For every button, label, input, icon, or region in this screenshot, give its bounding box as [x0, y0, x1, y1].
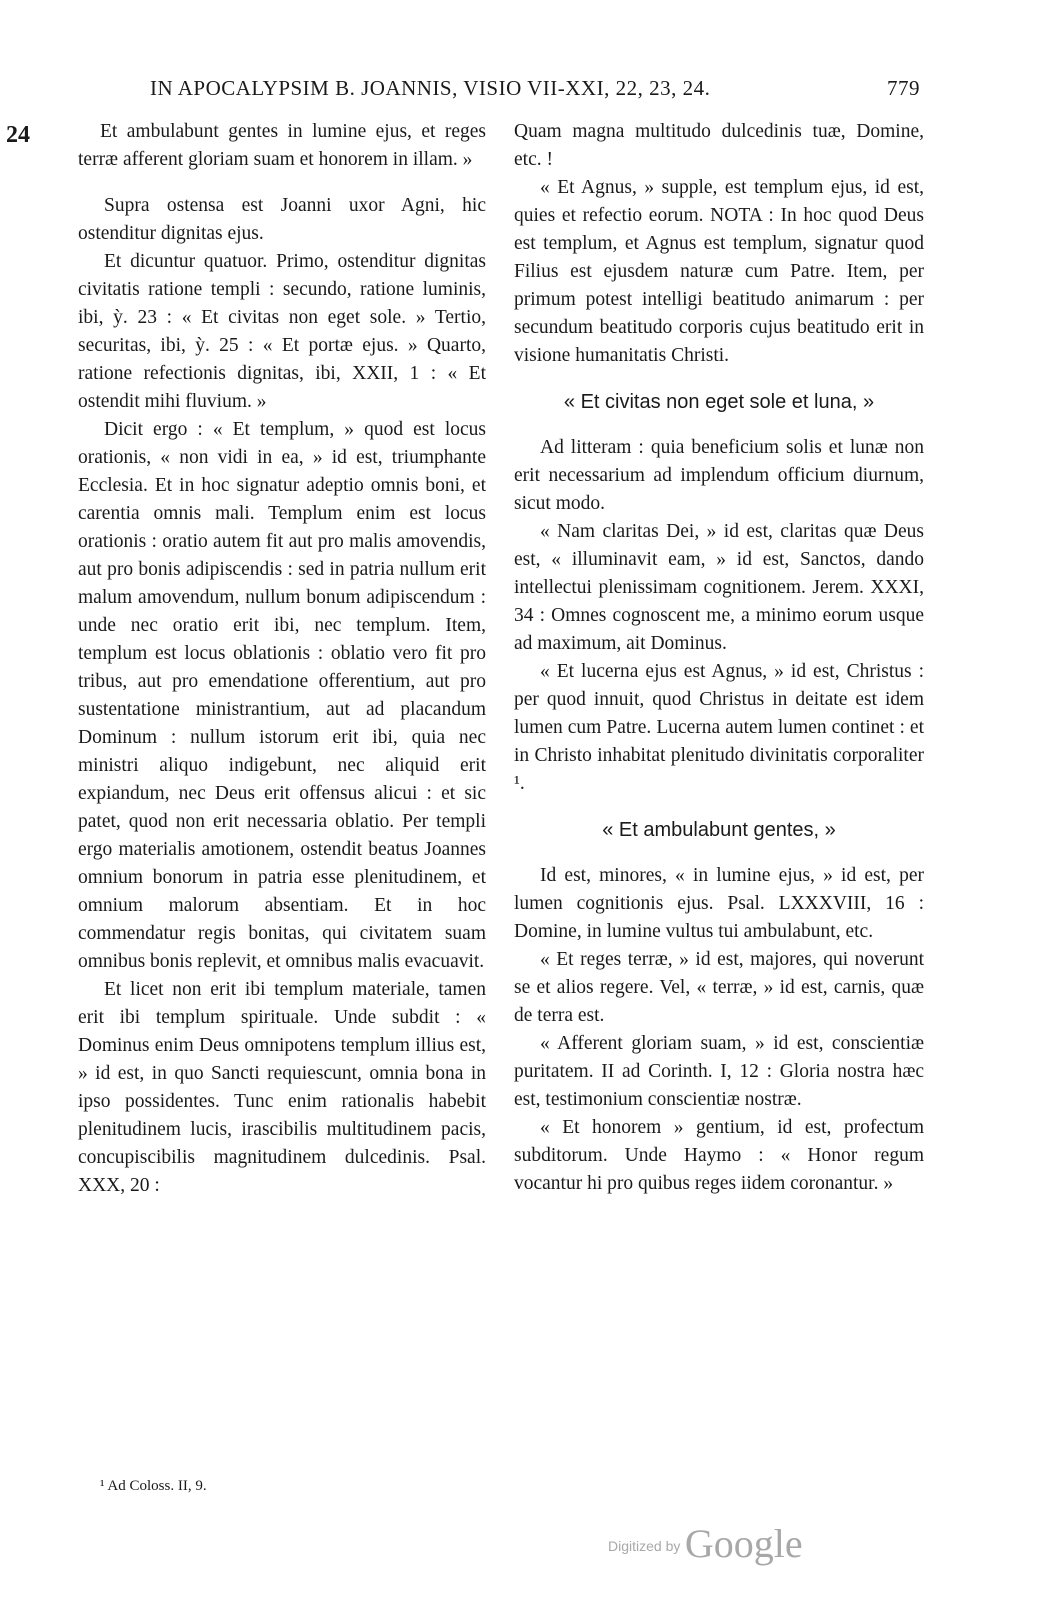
- right-paragraph-1: Quam magna multitudo dulcedinis tuæ, Domine, etc. !: [514, 121, 924, 170]
- page-number: 779: [887, 76, 920, 100]
- left-paragraph-4: Dicit ergo : « Et templum, » quod est locus orationis, « non vidi in ea, » id est, triumphante Ecclesia. Et in hoc signatur adeptio omnis boni, et carentia omnis mali. Templum enim est locus orationis : oratio autem fit aut pro malis amovendis, aut pro bonis adipiscendis : sed in patria nullum erit malum amovendum, nullum bonum adipiscendum : unde nec oratio erit ibi, nec templum. Item, templum est locus oblationis : oblatio vero fit pro tribus, aut pro emendatione offerentium, aut pro sustentatione ministrantium, aut ad placandum Dominum : nullum istorum erit ibi, quia nec ministri aliquo indigebunt, nec aliquid erit expiandum, nec Deus erit offensus alicui : et sic patet, quod non erit necessaria oblatio. Per templi ergo materialis amotionem, ostendit beatus Joannes omnium bonorum in patria esse plenitudinem, et omnium malorum absentiam. Et in hoc commendatur regis bonitas, qui civitatem suam omnibus bonis replevit, et omnibus malis evacuavit.: [78, 419, 486, 972]
- left-paragraph-1: Et ambulabunt gentes in lumine ejus, et reges terræ afferent gloriam suam et honorem in illam. »: [78, 121, 486, 170]
- right-paragraph-6: Id est, minores, « in lumine ejus, » id est, per lumen cognitionis ejus. Psal. LXXXVIII, 16 : Domine, in lumine vultus tui ambulabunt, etc.: [514, 865, 924, 942]
- section-heading-civitas: « Et civitas non eget sole et luna, »: [563, 391, 875, 413]
- section-heading-ambulabunt: « Et ambulabunt gentes, »: [602, 819, 836, 841]
- left-column: [78, 118, 486, 1200]
- right-column: [514, 118, 924, 1198]
- right-paragraph-3: Ad litteram : quia beneficium solis et lunæ non erit necessarium ad implendum officium diurnum, sicut modo.: [514, 437, 924, 514]
- running-title: IN APOCALYPSIM B. JOANNIS, VISIO VII-XXI, 22, 23, 24.: [150, 76, 711, 100]
- google-logo: Google: [684, 1521, 803, 1566]
- left-paragraph-5: Et licet non erit ibi templum materiale, tamen erit ibi templum spirituale. Unde subdit : « Dominus enim Deus omnipotens templum illius est, » id est, in quo Sancti requiescunt, omnia bona in ipso possidentes. Tunc enim rationalis habebit plenitudinem lucis, irascibilis multitudinem pacis, concupiscibilis magnitudinem dulcedinis. Psal. XXX, 20 :: [78, 979, 486, 1196]
- digitized-watermark: [608, 1520, 803, 1567]
- right-paragraph-2: « Et Agnus, » supple, est templum ejus, id est, quies et refectio eorum. NOTA : In hoc quod Deus est templum, et Agnus est templum, signatur quod Filius est ejusdem naturæ cum Patre. Item, per primum potest intelligi beatitudo animarum : per secundum beatitudo corporis cujus beatitudo erit in visione humanitatis Christi.: [514, 177, 924, 366]
- left-paragraph-3: Et dicuntur quatuor. Primo, ostenditur dignitas civitatis ratione templi : secundo, ratione luminis, ibi, ỳ. 23 : « Et civitas non eget sole. » Tertio, securitas, ibi, ỳ. 25 : « Et portæ ejus. » Quarto, ratione refectionis dignitas, ibi, XXII, 1 : « Et ostendit mihi fluvium. »: [78, 251, 486, 412]
- watermark-prefix: Digitized by: [608, 1538, 681, 1554]
- verse-number-margin: 24: [6, 122, 30, 148]
- right-paragraph-4: « Nam claritas Dei, » id est, claritas quæ Deus est, « illuminavit eam, » id est, Sanctos, dando intellectui plenissimam cognitionem. Jerem. XXXI, 34 : Omnes cognoscent me, a minimo eorum usque ad maximum, ait Dominus.: [514, 521, 924, 654]
- right-paragraph-5: « Et lucerna ejus est Agnus, » id est, Christus : per quod innuit, quod Christus in deitate est idem lumen cum Patre. Lucerna autem lumen continet : et in Christo inhabitat plenitudo divinitatis corporaliter ¹.: [514, 661, 924, 794]
- right-paragraph-7: « Et reges terræ, » id est, majores, qui noverunt se et alios regere. Vel, « terræ, » id est, carnis, quæ de terra est.: [514, 949, 924, 1026]
- footnote: ¹ Ad Coloss. II, 9.: [100, 1478, 207, 1494]
- right-paragraph-9: « Et honorem » gentium, id est, profectum subditorum. Unde Haymo : « Honor regum vocantur hi pro quibus reges iidem coronantur. »: [514, 1117, 924, 1194]
- right-paragraph-8: « Afferent gloriam suam, » id est, conscientiæ puritatem. II ad Corinth. I, 12 : Gloria nostra hæc est, testimonium conscientiæ nostræ.: [514, 1033, 924, 1110]
- left-paragraph-2: Supra ostensa est Joanni uxor Agni, hic ostenditur dignitas ejus.: [78, 195, 486, 244]
